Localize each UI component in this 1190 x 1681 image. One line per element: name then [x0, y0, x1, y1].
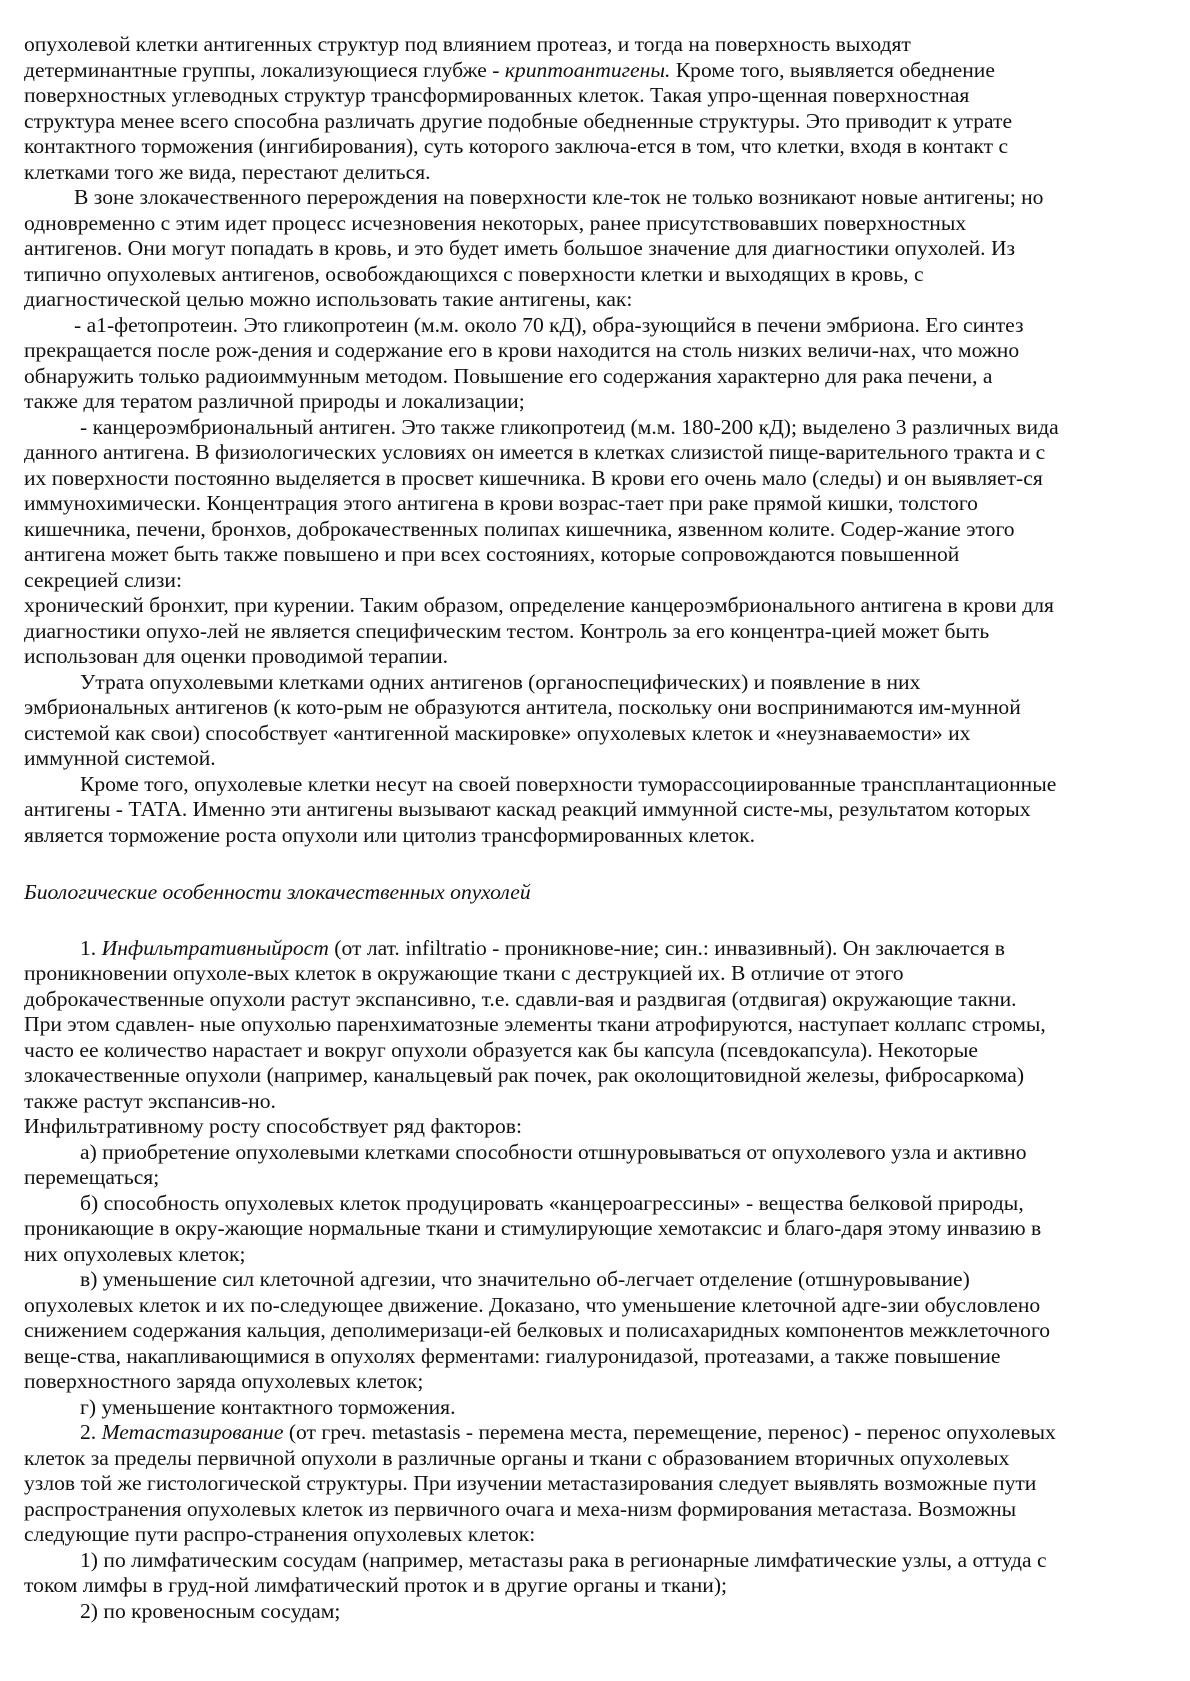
text-line: также для тератом различной природы и локализации; [24, 389, 525, 413]
list-item: б) способность опухолевых клеток продуцировать «канцероагрессины» - вещества белковой природы, [80, 1190, 1024, 1215]
text-line: злокачественные опухоли (например, канальцевый рак почек, рак околощитовидной железы, фибросаркома) [24, 1063, 1025, 1087]
text-line: поверхностного заряда опухолевых клеток; [24, 1369, 424, 1393]
text-line: секрецией слизи: [24, 567, 182, 592]
text-line: Утрата опухолевыми клетками одних антигенов (органоспецифических) и появление в них [80, 669, 921, 694]
text-line: проникающие в окру-жающие нормальные ткани и стимулирующие хемотаксис и благо-даря этому инвазию в [24, 1216, 1042, 1240]
text-line: контактного торможения (ингибирования), суть которого заключа-ется в том, что клетки, входя в контакт с [24, 134, 1009, 158]
italic-term: Инфильтративныйрост [101, 935, 329, 960]
paragraph-metastasis [24, 1420, 1172, 1548]
text-line: системой как свои) способствует «антигенной маскировке» опухолевых клеток и «неузнаваемости» их [24, 720, 971, 745]
text-line: распространения опухолевых клеток из первичного очага и меха-низм формирования метастаза. Возможны [24, 1496, 1017, 1521]
text-line: является торможение роста опухоли или цитолиз трансформированных клеток. [24, 822, 756, 847]
text-line: данного антигена. В физиологических условиях он имеется в клетках слизистой пище-варительного тракта и с [24, 440, 1046, 464]
text-line: иммунной системой. [24, 746, 216, 770]
text-line: часто ее количество нарастает и вокруг опухоли образуется как бы капсула (псевдокапсула). Некоторые [24, 1037, 978, 1062]
text-line: доброкачественные опухоли растут экспансивно, т.е. сдавли-вая и раздвигая (отдвигая) окружающие такни. [24, 986, 1017, 1011]
text-line: током лимфы в груд-ной лимфатический проток и в другие органы и ткани); [24, 1573, 728, 1597]
list-item: а) приобретение опухолевыми клетками способности отшнуровываться от опухолевого узла и активно [80, 1139, 1027, 1164]
text-line: проникновении опухоле-вых клеток в окружающие ткани с деструкцией их. В отличие от этого [24, 961, 904, 985]
text-line: опухолевой клетки антигенных структур под влиянием протеаз, и тогда на поверхность выходят [24, 32, 911, 56]
text-line: также растут экспансив-но. [24, 1088, 276, 1113]
italic-term: Метастазирование [101, 1420, 284, 1444]
text-line: их поверхности постоянно выделяется в просвет кишечника. В крови его очень мало (следы) и он выявляет-ся [24, 465, 1043, 490]
text-line: клетками того же вида, перестают делиться. [24, 159, 431, 184]
text-line: хронический бронхит, при курении. Таким образом, определение канцероэмбрионального антигена в крови для [24, 593, 1054, 617]
text-line: Инфильтративному росту способствует ряд факторов: [24, 1114, 522, 1138]
paragraph-cryptoantigens [24, 32, 1172, 185]
text-line: них опухолевых клеток; [24, 1241, 246, 1266]
list-item: 1) по лимфатическим сосудам (например, метастазы рака в регионарные лимфатические узлы, а оттуда с [80, 1547, 1047, 1572]
text-line: снижением содержания кальция, деполимеризаци-ей белковых и полисахаридных компонентов межклеточного [24, 1318, 1051, 1342]
text-line: диагностики опухо-лей не является специфическим тестом. Контроль за его концентра-цией может быть [24, 618, 990, 643]
paragraph-afp [24, 313, 1172, 415]
text-line: диагностической целью можно использовать такие антигены, как: [24, 287, 633, 311]
text-line: антигенов. Они могут попадать в кровь, и это будет иметь большое значение для диагностики опухолей. Из [24, 236, 1016, 260]
text-line: антигены - ТАТА. Именно эти антигены вызывают каскад реакций иммунной систе-мы, результатом которых [24, 797, 1031, 821]
text-line: перемещаться; [24, 1165, 160, 1189]
list-factors [24, 1140, 1172, 1421]
text-line: одновременно с этим идет процесс исчезновения некоторых, ранее присутствовавших поверхностных [24, 210, 967, 235]
text-line: антигена может быть также повышено и при всех состояниях, которые сопровождаются повышенной [24, 542, 960, 566]
text-line: типично опухолевых антигенов, освобождающихся с поверхности клетки и выходящих в кровь, с [24, 261, 924, 286]
paragraph-tata [24, 772, 1172, 849]
text-line: эмбриональных антигенов (к кото-рым не образуются антитела, поскольку они воспринимаются им-мунной [24, 695, 1021, 719]
text-line: структура менее всего способна различать другие подобные обедненные структуры. Это приводит к утрате [24, 108, 1013, 133]
text-line: прекращается после рож-дения и содержание его в крови находится на столь низких величи-нах, что можно [24, 338, 1020, 362]
text-line: поверхностных углеводных структур трансформированных клеток. Такая упро-щенная поверхностная [24, 83, 970, 107]
text-line: - а1-фетопротеин. Это гликопротеин (м.м. около 70 кД), обра-зующийся в печени эмбриона. Его синтез [74, 312, 1024, 337]
list-item: г) уменьшение контактного торможения. [80, 1394, 456, 1419]
text-line: - канцероэмбриональный антиген. Это также гликопротеид (м.м. 180-200 кД); выделено 3 различных вида [80, 414, 1059, 439]
text-line: иммунохимически. Концентрация этого антигена в крови возрас-тает при раке прямой кишки, толстого [24, 491, 978, 515]
text-line: 1. Инфильтративныйрост (от лат. infiltratio - проникнове-ние; син.: инвазивный). Он заключается в [80, 935, 1005, 960]
text-line: В зоне злокачественного перерождения на поверхности кле-ток не только возникают новые антигены; но [74, 185, 1044, 209]
paragraph-infiltrative-growth [24, 936, 1172, 1140]
text-line: узлов той же гистологической структуры. При изучении метастазирования следует выявлять возможные пути [24, 1471, 1037, 1495]
paragraph-masking [24, 670, 1172, 772]
text-line: При этом сдавлен- ные опухолью паренхиматозные элементы ткани атрофируются, наступает коллапс стромы, [24, 1012, 1046, 1036]
paragraph-antigens [24, 185, 1172, 313]
document-page [24, 32, 1172, 1624]
text-line: клеток за пределы первичной опухоли в различные органы и ткани с образованием вторичных опухолевых [24, 1445, 1010, 1470]
text-line: кишечника, печени, бронхов, доброкачественных полипах кишечника, язвенном колите. Содер-жание этого [24, 516, 1015, 541]
text-line: детерминантные группы, локализующиеся глубже - криптоантигены. Кроме того, выявляется обеднение [24, 57, 995, 82]
text-line: следующие пути распро-странения опухолевых клеток: [24, 1522, 536, 1546]
spacer [24, 848, 1172, 880]
text-line: Кроме того, опухолевые клетки несут на своей поверхности туморассоциированные трансплантационные [80, 771, 1057, 796]
section-heading: Биологические особенности злокачественных опухолей [24, 880, 531, 904]
text-line: 2. Метастазирование (от греч. metastasis - перемена места, перемещение, перенос) - перенос опухолевых [80, 1420, 1056, 1444]
paragraph-cea [24, 415, 1172, 670]
text-line: обнаружить только радиоиммунным методом. Повышение его содержания характерно для рака печени, а [24, 363, 993, 388]
list-item: в) уменьшение сил клеточной адгезии, что значительно об-легчает отделение (отшнуровывание) [80, 1267, 970, 1291]
list-pathways [24, 1548, 1172, 1625]
spacer [24, 906, 1172, 936]
text-line: использован для оценки проводимой терапии. [24, 644, 449, 668]
list-item: 2) по кровеносным сосудам; [80, 1598, 341, 1623]
italic-term: криптоантигены. [504, 57, 671, 82]
text-line: веще-ства, накапливающимися в опухолях ферментами: гиалуронидазой, протеазами, а также повышение [24, 1343, 1001, 1368]
text-line: опухолевых клеток и их по-следующее движение. Доказано, что уменьшение клеточной адге-зии обусловлено [24, 1292, 1041, 1317]
